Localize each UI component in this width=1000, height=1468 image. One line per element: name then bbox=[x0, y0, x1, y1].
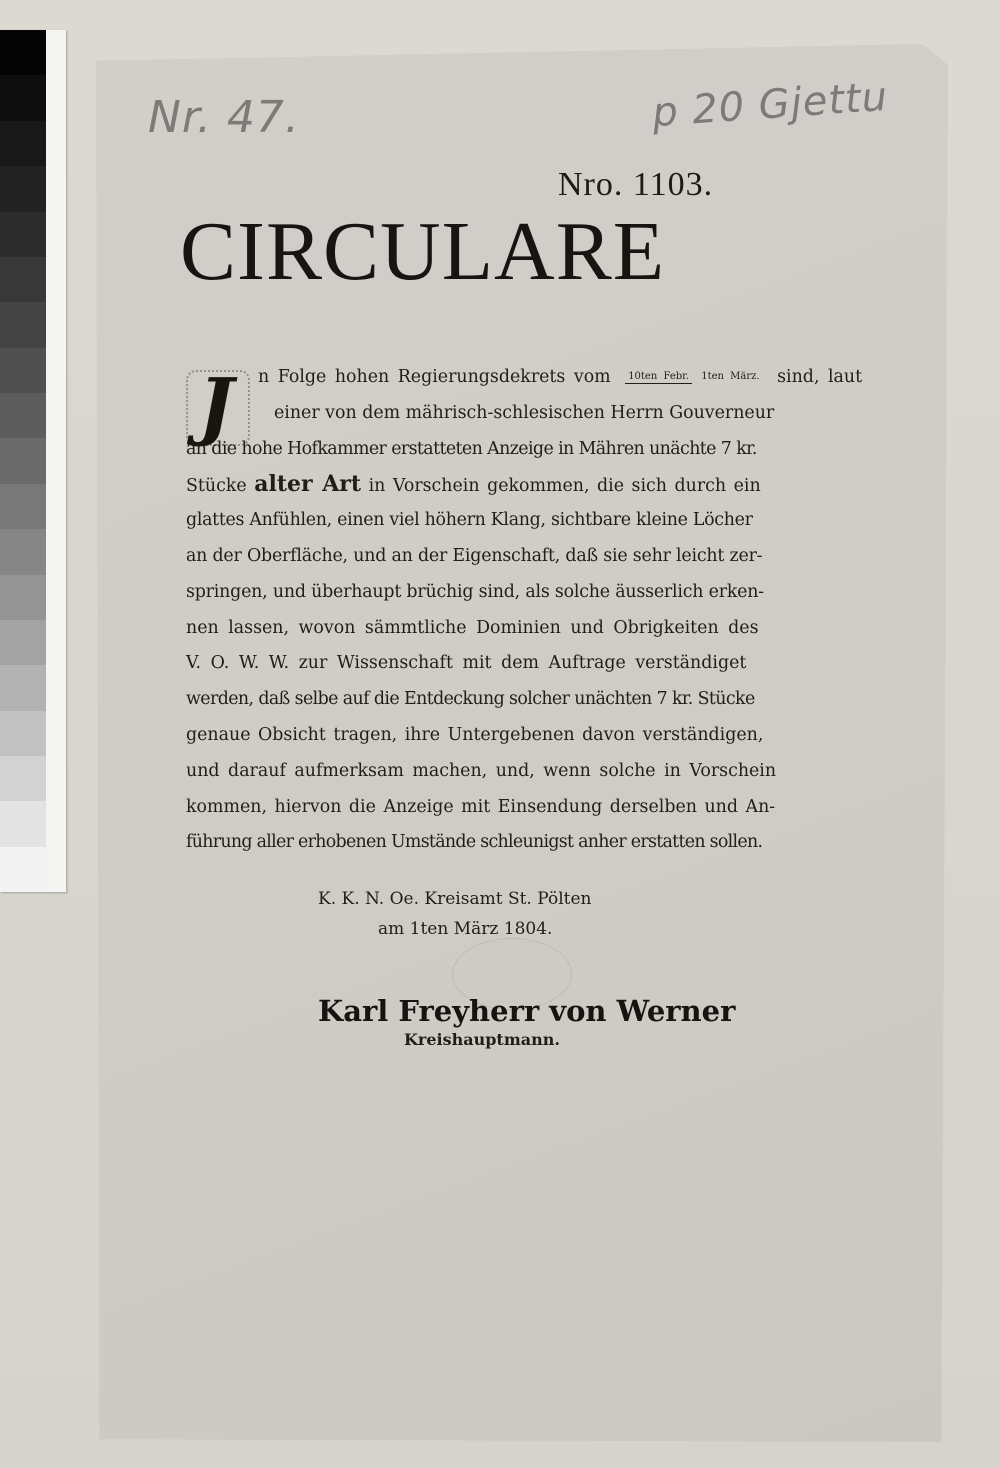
line-text: Stücke bbox=[186, 476, 247, 497]
line-text: an der Oberfläche, und an der Eigenschaft, daß sie sehr leicht zer- bbox=[186, 545, 763, 566]
grey-scale-card bbox=[0, 30, 66, 892]
grey-step bbox=[0, 348, 46, 393]
date-fraction bbox=[625, 371, 762, 384]
line-text: nen lassen, wovon sämmtliche Dominien und Obrigkeiten des bbox=[186, 617, 759, 638]
grey-step bbox=[0, 30, 46, 75]
grey-step bbox=[0, 121, 46, 166]
grey-step bbox=[0, 801, 46, 846]
body-line-2 bbox=[186, 396, 775, 432]
line-text: werden, daß selbe auf die Entdeckung solcher unächten 7 kr. Stücke bbox=[186, 689, 755, 710]
line-text: springen, und überhaupt brüchig sind, als solche äusserlich erken- bbox=[186, 581, 764, 602]
body-line-10 bbox=[186, 682, 766, 718]
fraction-bottom: 1ten März. bbox=[701, 371, 760, 382]
grey-step bbox=[0, 620, 46, 665]
body-line-4 bbox=[186, 467, 766, 503]
issue-date: am 1ten März 1804. bbox=[378, 919, 553, 939]
decree-body bbox=[186, 360, 863, 861]
signer-title: Kreishauptmann. bbox=[404, 1030, 560, 1049]
grey-step bbox=[0, 302, 46, 347]
grey-step bbox=[0, 711, 46, 756]
line-text: in Vorschein gekommen, die sich durch ein bbox=[368, 476, 761, 497]
signer-name: Karl Freyherr von Werner bbox=[318, 994, 736, 1028]
line-text: sind, laut bbox=[777, 367, 863, 387]
emphasized-text: alter Art bbox=[254, 471, 362, 498]
grey-step bbox=[0, 393, 46, 438]
body-line-8 bbox=[186, 611, 766, 647]
grey-scale-strip bbox=[0, 30, 46, 892]
line-text: an die hohe Hofkammer erstatteten Anzeige in Mähren unächte 7 kr. bbox=[186, 438, 757, 459]
body-line-7 bbox=[186, 575, 766, 611]
body-line-14 bbox=[186, 825, 766, 861]
fraction-top: 10ten Febr. bbox=[625, 371, 692, 384]
grey-step bbox=[0, 847, 46, 892]
grey-step bbox=[0, 665, 46, 710]
grey-step bbox=[0, 484, 46, 529]
grey-step bbox=[0, 575, 46, 620]
body-line-5 bbox=[186, 503, 766, 539]
line-text: V. O. W. W. zur Wissenschaft mit dem Auftrage verständiget bbox=[186, 653, 747, 674]
line-text: glattes Anfühlen, einen viel höhern Klang, sichtbare kleine Löcher bbox=[186, 510, 753, 531]
issuing-office bbox=[318, 884, 592, 944]
dropcap-letter: J bbox=[198, 363, 234, 449]
grey-step bbox=[0, 756, 46, 801]
body-line-6 bbox=[186, 539, 766, 575]
grey-step bbox=[0, 75, 46, 120]
line-text: kommen, hiervon die Anzeige mit Einsendung derselben und An- bbox=[186, 796, 776, 817]
office-name: K. K. N. Oe. Kreisamt St. Pölten bbox=[318, 889, 592, 909]
grey-step bbox=[0, 212, 46, 257]
body-line-11 bbox=[186, 718, 766, 754]
body-line-3 bbox=[186, 432, 766, 468]
line-text: n Folge hohen Regierungsdekrets vom bbox=[258, 367, 611, 387]
line-text: genaue Obsicht tragen, ihre Untergebenen davon verständigen, bbox=[186, 724, 764, 745]
line-text: führung aller erhobenen Umstände schleunigst anher erstatten sollen. bbox=[186, 832, 763, 853]
document-number: Nro. 1103. bbox=[558, 166, 714, 203]
pencil-note-right: p 20 Gjettu bbox=[650, 73, 890, 137]
grey-step bbox=[0, 529, 46, 574]
grey-step bbox=[0, 438, 46, 483]
body-line-12 bbox=[186, 754, 777, 790]
line-text: einer von dem mährisch-schlesischen Herrn Gouverneur bbox=[274, 402, 775, 423]
pencil-note-left: Nr. 47. bbox=[148, 92, 300, 143]
body-line-9 bbox=[186, 646, 766, 682]
body-line-13 bbox=[186, 790, 776, 826]
line-text: und darauf aufmerksam machen, und, wenn solche in Vorschein bbox=[186, 760, 777, 781]
document-title: CIRCULARE bbox=[180, 205, 666, 298]
body-line-1 bbox=[186, 360, 863, 396]
grey-step bbox=[0, 257, 46, 302]
grey-step bbox=[0, 166, 46, 211]
